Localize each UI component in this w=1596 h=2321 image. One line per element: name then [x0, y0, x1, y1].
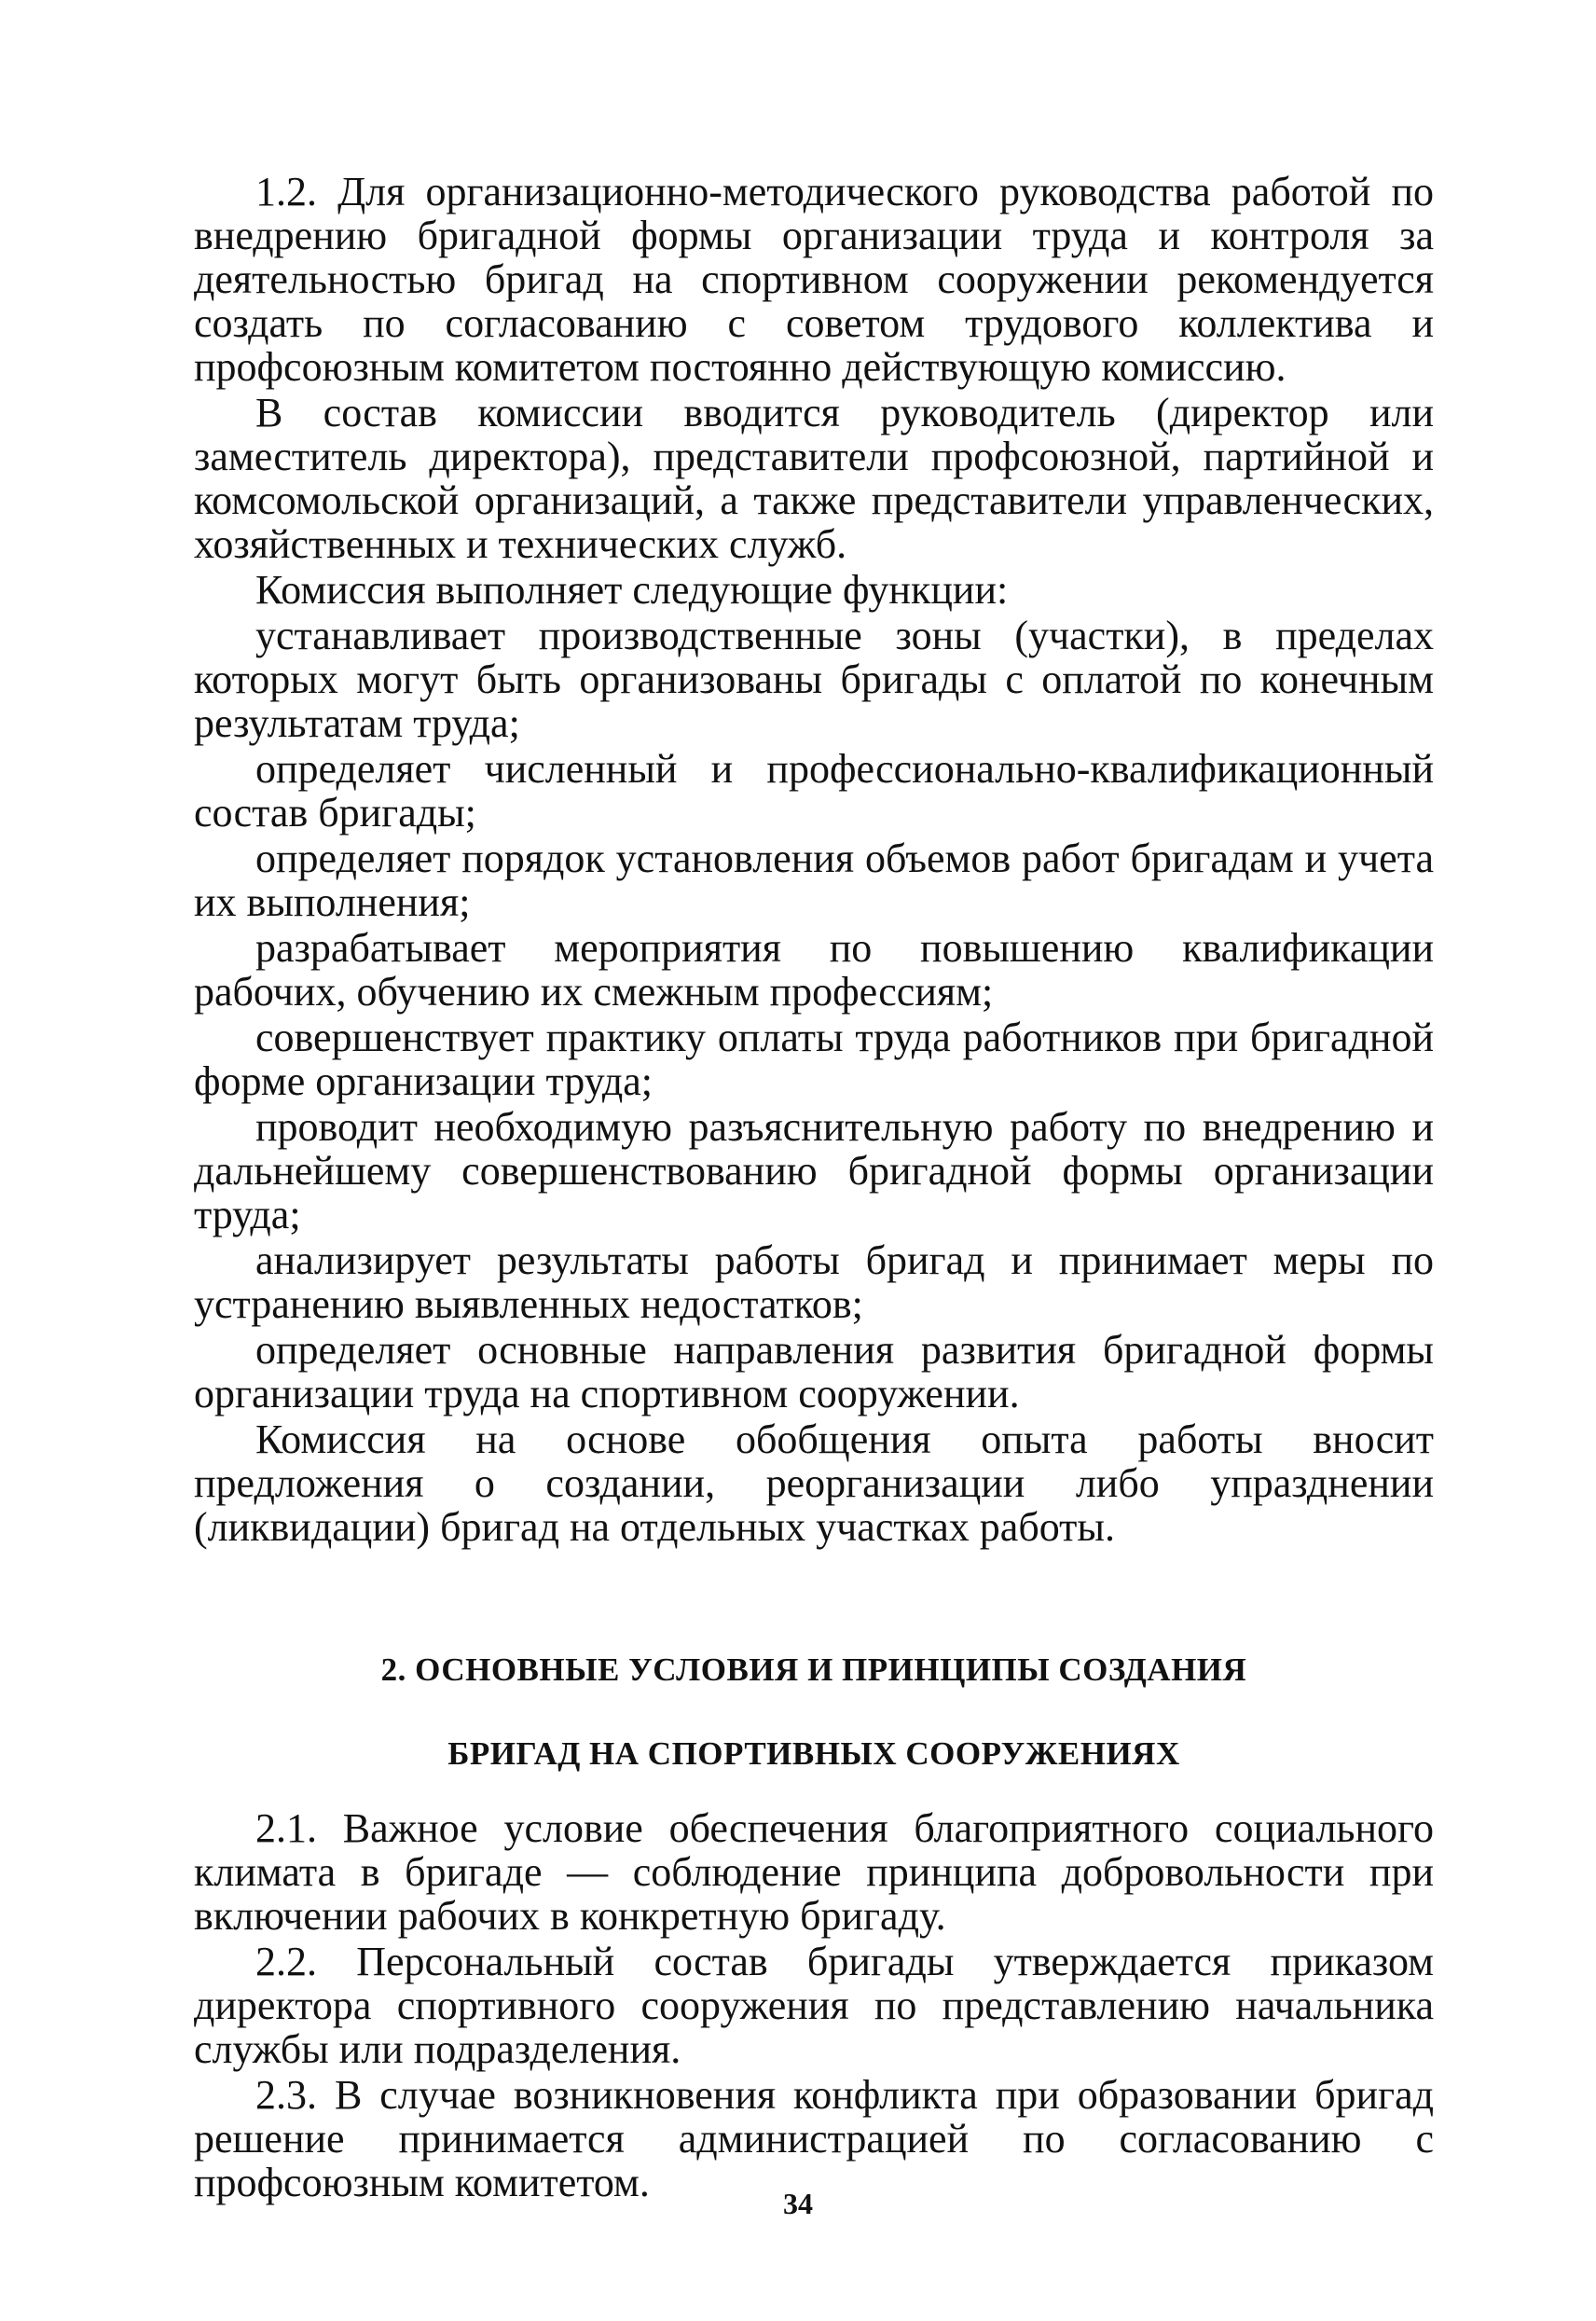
page-number: 34 [783, 2187, 813, 2220]
paragraph-2-3: 2.3. В случае возникновения конфликта при образовании бригад решение принимается администрацией по согласованию с профсоюзным комитетом. [194, 2072, 1434, 2205]
function-item: анализирует результаты работы бригад и принимает меры по устранению выявленных недостатков; [194, 1237, 1434, 1327]
document-page [194, 170, 1434, 2204]
paragraph-commission-composition: В состав комиссии вводится руководитель (директор или заместитель директора), представители профсоюзной, партийной и комсомольской организаций, а также представители управленческих, хозяйственных и технических служб. [194, 390, 1434, 567]
function-item: совершенствует практику оплаты труда работников при бригадной форме организации труда; [194, 1015, 1434, 1104]
paragraph-2-1: 2.1. Важное условие обеспечения благоприятного социального климата в бригаде — соблюдение принципа добровольности при включении рабочих в конкретную бригаду. [194, 1805, 1434, 1939]
paragraph-2-2: 2.2. Персональный состав бригады утверждается приказом директора спортивного сооружения по представлению начальника службы или подразделения. [194, 1939, 1434, 2072]
paragraph-1-2: 1.2. Для организационно-методического руководства работой по внедрению бригадной формы организации труда и контроля за деятельностью бригад на спортивном сооружении рекомендуется создать по согласованию с советом трудового коллектива и профсоюзным комитетом постоянно действующую комиссию. [194, 169, 1434, 390]
function-item: определяет численный и профессионально-квалификационный состав бригады; [194, 746, 1434, 836]
section-2-heading-line-2: БРИГАД НА СПОРТИВНЫХ СООРУЖЕНИЯХ [447, 1735, 1180, 1772]
function-item: проводит необходимую разъяснительную работу по внедрению и дальнейшему совершенствованию бригадной формы организации труда; [194, 1104, 1434, 1237]
function-item: устанавливает производственные зоны (участки), в пределах которых могут быть организованы бригады с оплатой по конечным результатам труда; [194, 613, 1434, 746]
function-item: разрабатывает мероприятия по повышению квалификации рабочих, обучению их смежным профессиям; [194, 925, 1434, 1015]
paragraph-commission-functions: Комиссия выполняет следующие функции: [255, 567, 1009, 613]
section-2-body [194, 1806, 1434, 2204]
paragraph-commission-proposals: Комиссия на основе обобщения опыта работы вносит предложения о создании, реорганизации либо упразднении (ликвидации) бригад на отдельных участках работы. [194, 1416, 1434, 1550]
section-1-body [194, 170, 1434, 1549]
function-item: определяет основные направления развития бригадной формы организации труда на спортивном сооружении. [194, 1327, 1434, 1416]
function-item: определяет порядок установления объемов работ бригадам и учета их выполнения; [194, 836, 1434, 925]
section-2-heading-line-1: 2. ОСНОВНЫЕ УСЛОВИЯ И ПРИНЦИПЫ СОЗДАНИЯ [380, 1651, 1247, 1688]
